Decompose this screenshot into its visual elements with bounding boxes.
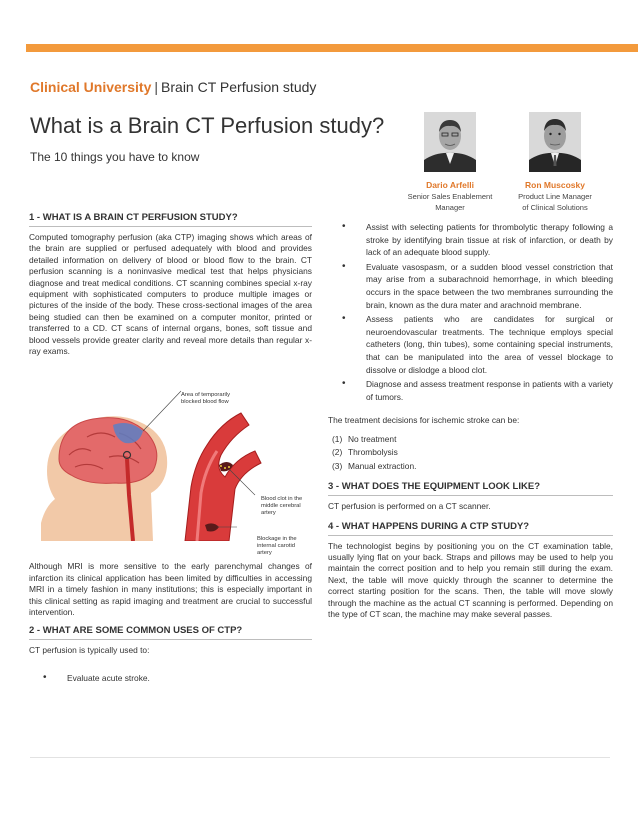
bullet-item: • Diagnose and assess treatment response in patients with a variety of tumors. [328,378,613,403]
section-1-heading: 1 - WHAT IS A BRAIN CT PERFUSION STUDY? [29,212,312,227]
decision-text: Thrombolysis [348,447,398,458]
section-3-body: CT perfusion is performed on a CT scanner. [328,501,491,512]
author-role-line: Senior Sales Enablement [407,192,493,201]
section-4-heading: 4 - WHAT HAPPENS DURING A CTP STUDY? [328,521,613,536]
decision-text: No treatment [348,433,397,444]
brand-separator: | [154,79,159,95]
right-column [328,221,613,620]
decision-item [328,446,613,460]
bullet-item: • Assist with selecting patients for thrombolytic therapy following a stroke by identifying brain tissue at risk of infarction, or death by lack of an adequate blood supply. [328,221,613,259]
figure-label-area: Area of temporarily blocked blood flow [181,392,230,405]
figure-label-clot: Blood clot in the middle cerebral artery [261,496,303,516]
author-dario [390,180,510,213]
section-1-continued: Although MRI is more sensitive to the early parenchymal changes of infarction its clinical application has been limited by difficulties in accessing MRI in a timely fashion in many institutions; this is especially important in this clinical setting as rapid imaging and treatment are crucial to successful intervention. [29,561,312,618]
decision-item [328,433,613,447]
brand-org: Clinical University [30,79,152,95]
author-role-line: Product Line Manager [518,192,592,201]
section-3-heading: 3 - WHAT DOES THE EQUIPMENT LOOK LIKE? [328,481,613,496]
decision-text: Manual extraction. [348,460,417,471]
section-2-bullets-left [29,672,312,685]
decision-number: (1) [332,433,343,444]
bullet-item: • Assess patients who are candidates for surgical or neuroendovascular treatments. The technique employs special catheters (long, thin tubes), some containing special instruments, that can be manipulated into the area of vessel blockage to dissolve or dislodge a blood clot. [328,313,613,376]
author-name: Ron Muscosky [525,180,585,190]
treatment-decisions-intro: The treatment decisions for ischemic stroke can be: [328,415,520,426]
left-column [29,212,312,687]
treatment-decisions-list [328,433,613,474]
header-accent-bar [26,44,638,52]
section-4-body: The technologist begins by positioning you on the CT examination table, usually lying flat on your back. Straps and pillows may be used to help you maintain the correct position and to help you remain still during the exam. Next, the table will move quickly through the scanner to determine the correct starting position for the scans. Then, the table will move slowly through the machine as the actual CT scanning is performed. Depending on the type of CT scan, the machine may make several passes. [328,540,613,620]
author-photo-ron [529,112,581,172]
bullet-item: • Evaluate acute stroke. [29,672,312,685]
brand-study: Brain CT Perfusion study [161,79,317,95]
page-subtitle: The 10 things you have to know [30,150,200,164]
section-2-intro: CT perfusion is typically used to: [29,644,150,655]
author-photo-dario [424,112,476,172]
footer-divider [30,757,610,758]
decision-number: (2) [332,447,343,458]
decision-number: (3) [332,460,343,471]
brand-line [30,79,316,95]
author-role-line: of Clinical Solutions [522,203,588,212]
section-2-heading: 2 - WHAT ARE SOME COMMON USES OF CTP? [29,625,312,640]
author-role-line: Manager [435,203,465,212]
author-name: Dario Arfelli [426,180,474,190]
section-1-body: Computed tomography perfusion (aka CTP) imaging shows which areas of the brain are supplied or perfused adequately with blood and provides detailed information on delivery of blood or blood flow to the brain. CT perfusion scanning is a noninvasive medical test that helps physicians diagnose and treat medical conditions. CT scanning combines special x-ray equipment with sophisticated computers to produce multiple images or pictures of the inside of the body. These cross-sectional images of the area being studied can then be examined on a computer monitor, printed or transferred to a CD. CT scans of internal organs, bones, soft tissue and blood vessels provide greater clarity and reveal more details than regular x-ray exams. [29,232,312,357]
page-title: What is a Brain CT Perfusion study? [30,113,385,138]
section-2-bullets-right [328,221,613,403]
author-ron [495,180,615,213]
figure-label-blockage: Blockage in the internal carotid artery [257,536,297,556]
bullet-item: • Evaluate vasospasm, or a sudden blood vessel constriction that may arise from a subarachnoid hemorrhage, in which bleeding occurs in the space between the two membranes surrounding the brain, known as the dura mater and arachnoid membrane. [328,261,613,311]
decision-item [328,460,613,474]
